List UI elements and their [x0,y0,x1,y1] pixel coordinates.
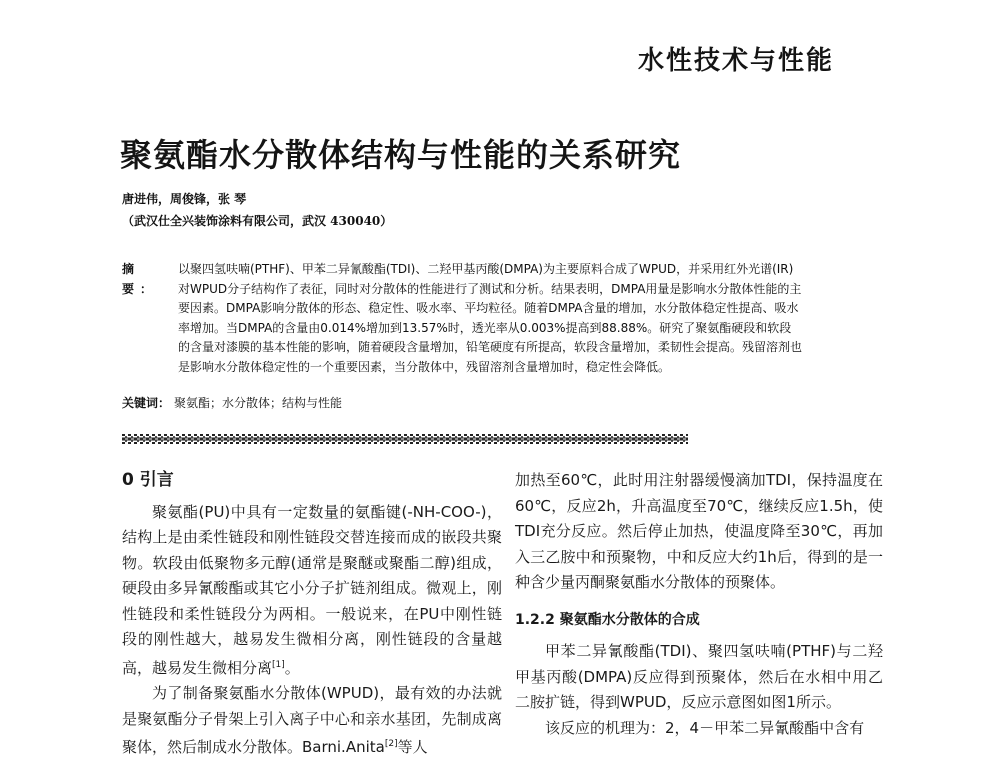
column-title: 水性技术与性能 [638,46,835,76]
affiliation: （武汉仕全兴装饰涂料有限公司，武汉 430040） [122,214,393,228]
paragraph-text: 聚氨酯(PU)中具有一定数量的氨酯键(-NH-COO-)，结构上是由柔性链段和刚性链段交替连接而成的嵌段共聚物。软段由低聚物多元醇(通常是聚醚或聚酯二醇)组成，硬段由多异氰酸酯或其它小分子扩链剂组成。微观上，刚性链段和柔性链段分为两相。一般说来，在PU中刚性链段的刚性越大，越易发生微相分离，刚性链段的含量越高，越易发生微相分离 [122,502,502,677]
citation-ref: [2] [384,739,398,749]
keywords-block [122,394,342,411]
paragraph: 加热至60℃，此时用注射器缓慢滴加TDI，保持温度在60℃，反应2h，升高温度至70℃，继续反应1.5h，使TDI充分反应。然后停止加热，使温度降至30℃，再加入三乙胺中和预聚物，中和反应大约1h后，得到的是一种含少量丙酮聚氨酯水分散体的预聚体。 [515,471,883,591]
right-column [515,468,883,741]
abstract-text: 以聚四氢呋喃(PTHF)、甲苯二异氰酸酯(TDI)、二羟甲基丙酸(DMPA)为主要原料合成了WPUD，并采用红外光谱(IR)对WPUD分子结构作了表征，同时对分散体的性能进行了测试和分析。结果表明，DMPA用量是影响水分散体性能的主要因素。DMPA影响分散体的形态、稳定性、吸水率、平均粒径。随着DMPA含量的增加，水分散体稳定性提高、吸水率增加。当DMPA的含量由0.014%增加到13.57%时，透光率从0.003%提高到88.88%。研究了聚氨酯硬段和软段的含量对漆膜的基本性能的影响，随着硬段含量增加，铅笔硬度有所提高，软段含量增加，柔韧性会提高。残留溶剂也是影响水分散体稳定性的一个重要因素，当分散体中，残留溶剂含量增加时，稳定性会降低。 [178,262,803,374]
subsection-heading: 1.2.2 聚氨酯水分散体的合成 [515,611,700,628]
paragraph-text: 为了制备聚氨酯水分散体(WPUD)，最有效的办法就是聚氨酯分子骨架上引入离子中心和亲水基团，先制成离聚体，然后制成水分散体。Barni.Anita [122,684,502,756]
paragraph-end: 等人 [397,738,428,756]
keywords-text: 聚氨酯；水分散体；结构与性能 [174,396,343,410]
author-list: 唐进伟，周俊锋，张 琴 [122,192,247,206]
left-column [122,468,502,761]
article-title: 聚氨酯水分散体结构与性能的关系研究 [120,136,682,174]
paragraph [122,500,502,682]
keywords-label: 关键词： [122,396,171,410]
abstract-label: 摘 要： [122,262,159,296]
paragraph: 该反应的机理为：2，4－甲苯二异氰酸酯中含有 [545,718,865,737]
abstract-block [122,260,802,378]
paragraph [122,681,502,761]
section-heading: 0 引言 [122,470,174,490]
paragraph-end: 。 [284,658,300,677]
section-divider [122,434,688,444]
citation-ref: [1] [272,659,285,670]
paragraph: 甲苯二异氰酸酯(TDI)、聚四氢呋喃(PTHF)与二羟甲基丙酸(DMPA)反应得到预聚体，然后在水相中用乙二胺扩链，得到WPUD，反应示意图如图1所示。 [515,642,883,711]
